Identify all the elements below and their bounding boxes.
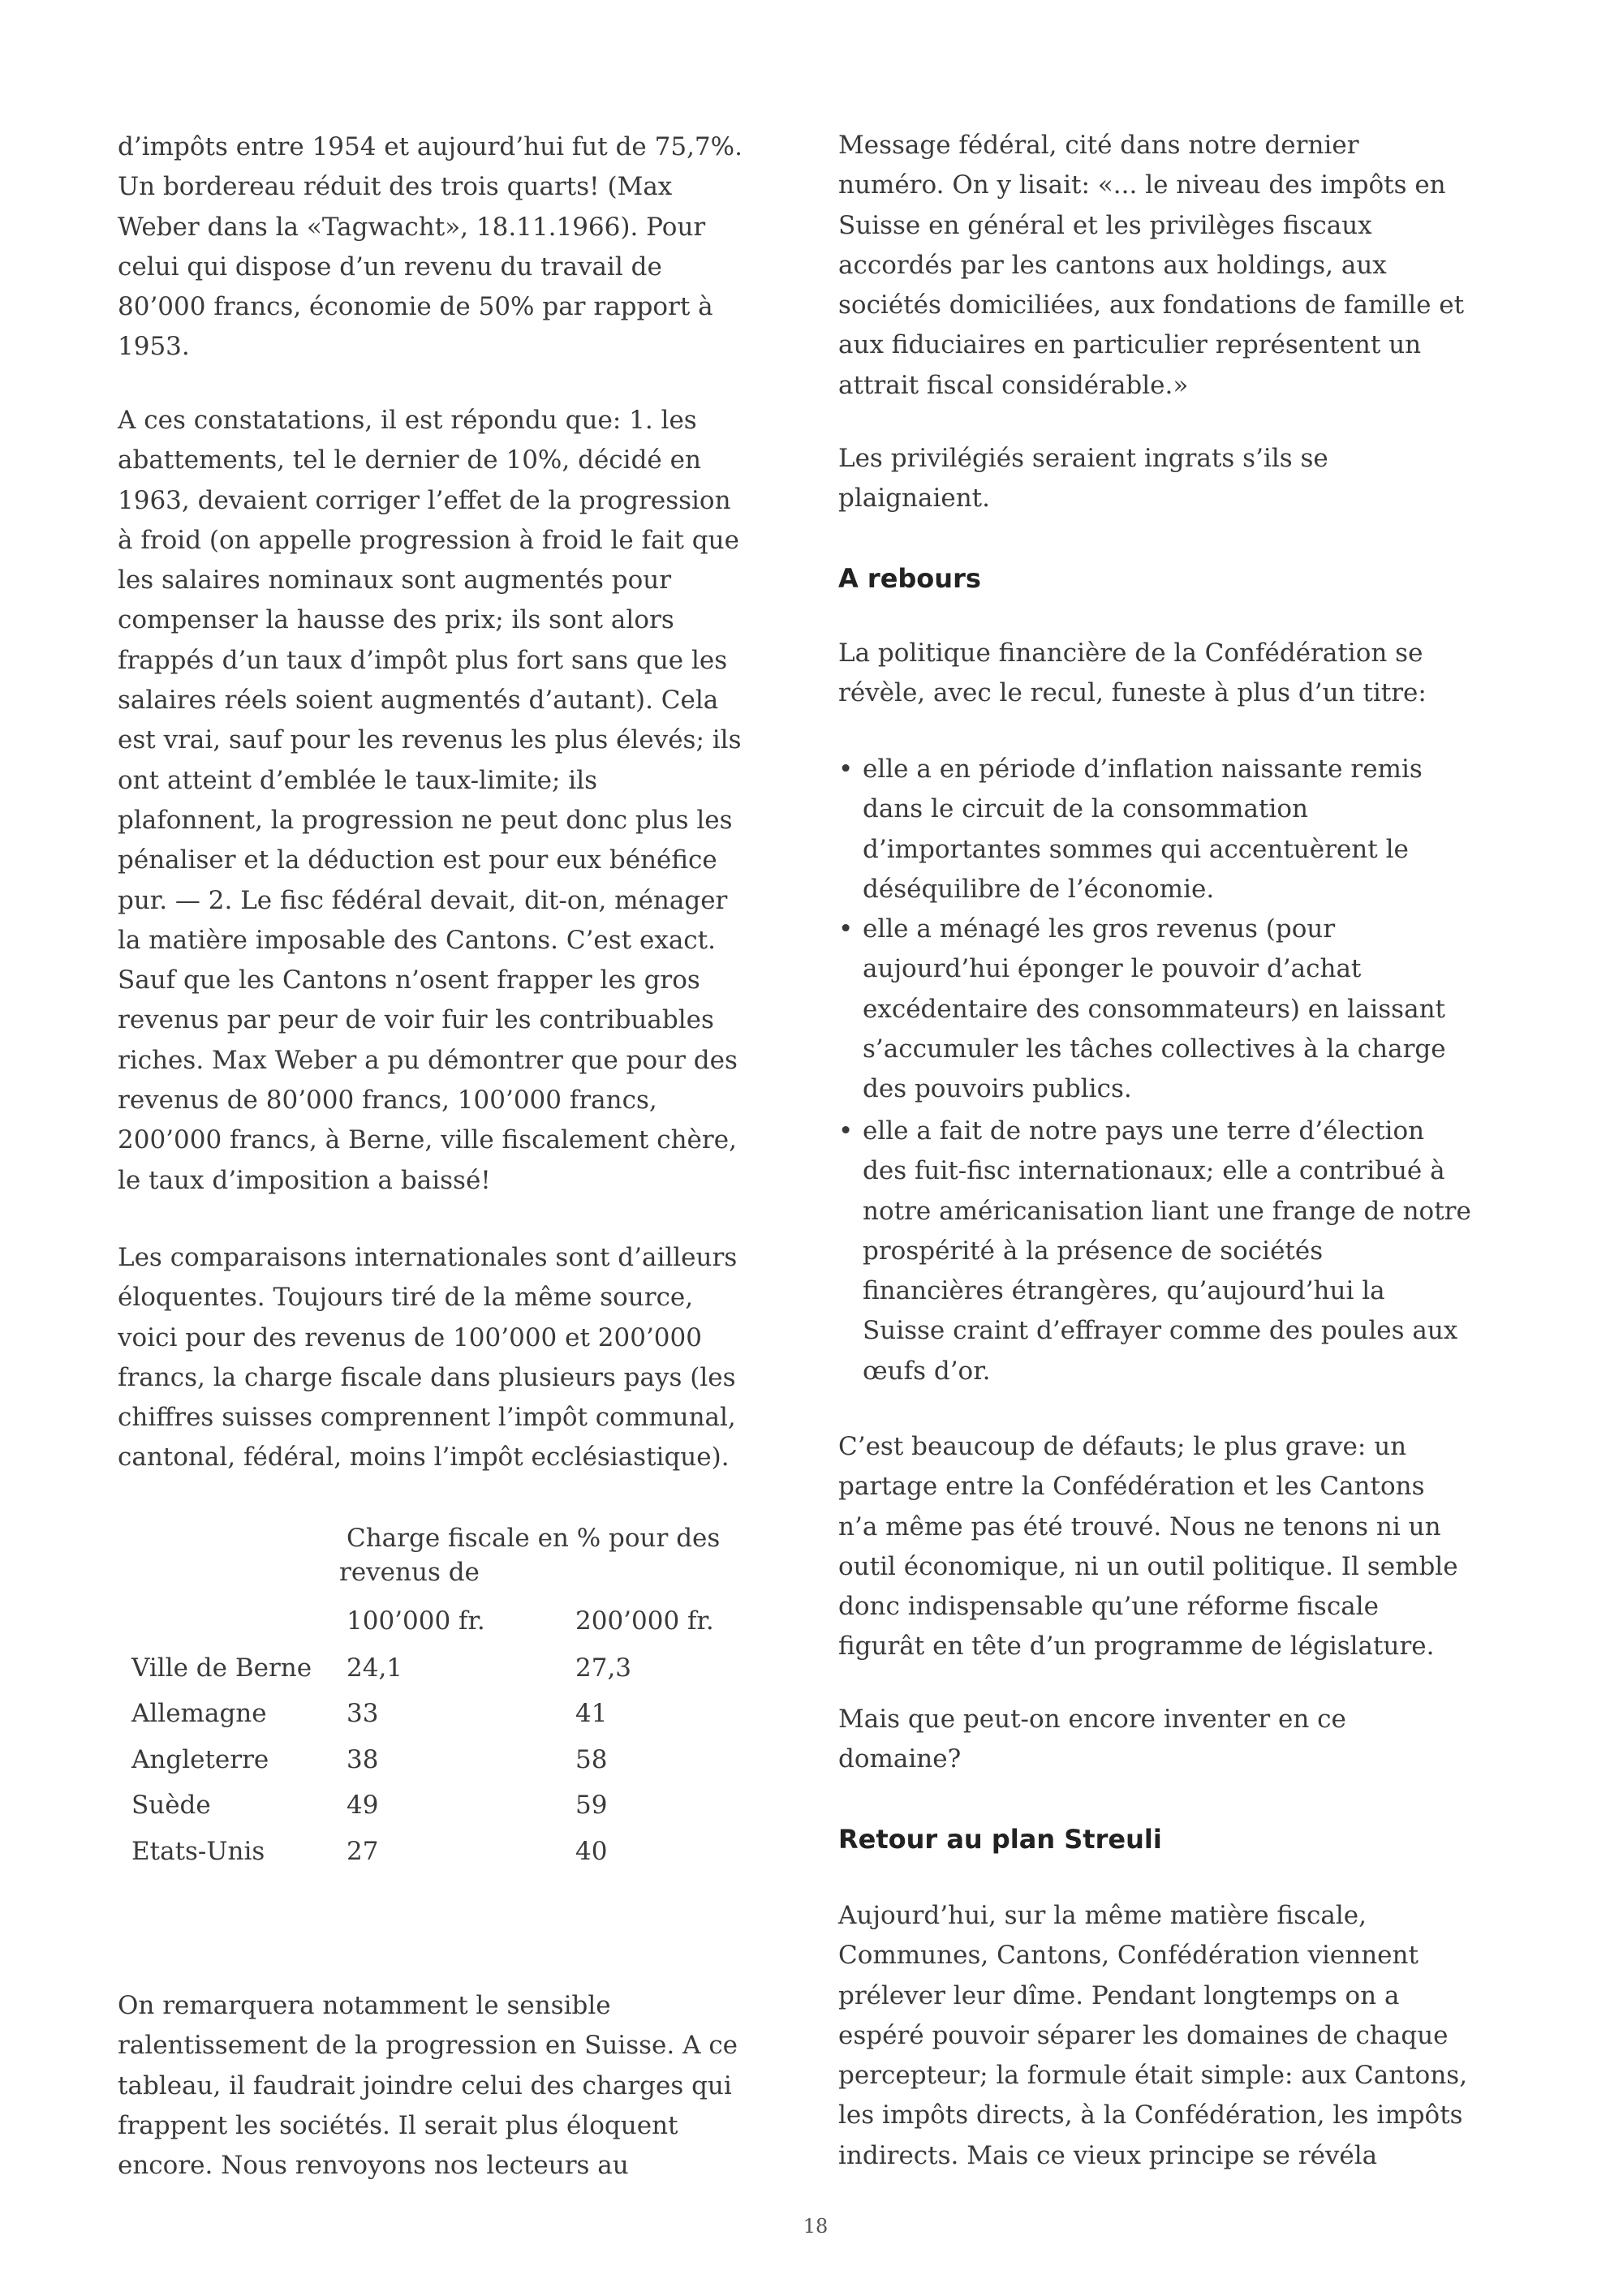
text-line: à froid (on appelle progression à froid le fait que bbox=[118, 525, 739, 555]
text-line: frappés d’un taux d’impôt plus fort sans que les bbox=[118, 645, 728, 675]
text-line: aujourd’hui éponger le pouvoir d’achat bbox=[863, 954, 1362, 984]
text-line: celui qui dispose d’un revenu du travail de bbox=[118, 252, 662, 282]
column-header: 200’000 fr. bbox=[575, 1606, 714, 1636]
text-line: d’importantes sommes qui accentuèrent le bbox=[863, 834, 1409, 864]
table-cell: 24,1 bbox=[347, 1653, 403, 1683]
text-line: revenus de 80’000 francs, 100’000 francs, bbox=[118, 1086, 657, 1116]
table-cell: 33 bbox=[347, 1699, 379, 1729]
text-line: Weber dans la «Tagwacht», 18.11.1966). Pour bbox=[118, 212, 706, 242]
table-cell: 59 bbox=[575, 1791, 608, 1821]
bullet-item bbox=[838, 909, 1446, 1109]
section-heading: Retour au plan Streuli bbox=[838, 1824, 1162, 1855]
page-number: 18 bbox=[803, 2215, 829, 2238]
row-label: Angleterre bbox=[131, 1744, 269, 1774]
text-line: Sauf que les Cantons n’osent frapper les gros bbox=[118, 965, 700, 995]
text-line: ralentissement de la progression en Suisse. A ce bbox=[118, 2031, 738, 2061]
paragraph bbox=[838, 1427, 1458, 1667]
bullet-text bbox=[863, 750, 1423, 909]
text-line: aux fiduciaires en particulier représentent un bbox=[838, 330, 1422, 360]
text-line: elle a ménagé les gros revenus (pour bbox=[863, 914, 1336, 944]
text-line: prospérité à la présence de sociétés bbox=[863, 1236, 1324, 1266]
text-line: chiffres suisses comprennent l’impôt communal, bbox=[118, 1403, 736, 1433]
text-line: numéro. On y lisait: «... le niveau des impôts en bbox=[838, 170, 1446, 200]
text-line: Les comparaisons internationales sont d’ailleurs bbox=[118, 1243, 738, 1272]
text-line: notre américanisation liant une frange de notre bbox=[863, 1196, 1471, 1226]
row-label: Ville de Berne bbox=[131, 1653, 312, 1683]
text-line: cantonal, fédéral, moins l’impôt ecclésiastique). bbox=[118, 1443, 730, 1473]
text-line: Les privilégiés seraient ingrats s’ils se bbox=[838, 444, 1328, 473]
text-line: des fuit-fisc internationaux; elle a contribué à bbox=[863, 1156, 1445, 1186]
table-caption: Charge fiscale en % pour des bbox=[347, 1524, 721, 1553]
table-cell: 49 bbox=[347, 1791, 379, 1821]
text-line: compenser la hausse des prix; ils sont alors bbox=[118, 605, 674, 635]
text-line: pénaliser et la déduction est pour eux bénéfice bbox=[118, 845, 717, 875]
text-line: n’a même pas été trouvé. Nous ne tenons ni un bbox=[838, 1511, 1441, 1541]
text-line: sociétés domiciliées, aux fondations de famille et bbox=[838, 290, 1465, 320]
bullet-item bbox=[838, 1111, 1471, 1391]
row-label: Allemagne bbox=[131, 1699, 267, 1729]
bullet-icon: • bbox=[838, 914, 854, 944]
bullet-icon: • bbox=[838, 1116, 854, 1146]
text-line: espéré pouvoir séparer les domaines de chaque bbox=[838, 2020, 1449, 2050]
text-line: déséquilibre de l’économie. bbox=[863, 874, 1215, 904]
text-line: A ces constatations, il est répondu que: 1. les bbox=[118, 406, 697, 435]
text-line: prélever leur dîme. Pendant longtemps on a bbox=[838, 1980, 1400, 2010]
text-line: frappent les sociétés. Il serait plus éloquent bbox=[118, 2110, 678, 2140]
text-line: elle a fait de notre pays une terre d’élection bbox=[863, 1116, 1425, 1146]
paragraph bbox=[838, 1896, 1467, 2176]
text-line: accordés par les cantons aux holdings, aux bbox=[838, 250, 1387, 280]
text-line: Suisse craint d’effrayer comme des poules aux bbox=[863, 1316, 1458, 1346]
text-line: Mais que peut-on encore inventer en ce bbox=[838, 1705, 1346, 1734]
text-line: La politique financière de la Confédération se bbox=[838, 638, 1423, 668]
text-line: Message fédéral, cité dans notre dernier bbox=[838, 131, 1359, 160]
text-line: attrait fiscal considérable.» bbox=[838, 370, 1189, 400]
paragraph bbox=[118, 1986, 738, 2186]
text-line: tableau, il faudrait joindre celui des charges qui bbox=[118, 2070, 732, 2100]
text-line: ont atteint d’emblée le taux-limite; ils bbox=[118, 765, 598, 795]
text-line: riches. Max Weber a pu démontrer que pour des bbox=[118, 1045, 738, 1075]
text-line: dans le circuit de la consommation bbox=[863, 794, 1308, 824]
text-line: donc indispensable qu’une réforme fiscale bbox=[838, 1592, 1379, 1622]
text-line: Communes, Cantons, Confédération viennent bbox=[838, 1941, 1419, 1971]
text-line: 1953. bbox=[118, 332, 190, 362]
text-line: Aujourd’hui, sur la même matière fiscale, bbox=[838, 1901, 1367, 1930]
text-line: partage entre la Confédération et les Cantons bbox=[838, 1472, 1425, 1502]
text-line: 1963, devaient corriger l’effet de la progression bbox=[118, 485, 731, 515]
column-header: 100’000 fr. bbox=[347, 1606, 485, 1636]
text-line: elle a en période d’inflation naissante remis bbox=[863, 755, 1423, 784]
text-line: salaires réels soient augmentés d’autant). Cela bbox=[118, 686, 719, 716]
text-line: des pouvoirs publics. bbox=[863, 1074, 1132, 1104]
text-line: d’impôts entre 1954 et aujourd’hui fut de 75,7%. bbox=[118, 132, 743, 161]
text-line: C’est beaucoup de défauts; le plus grave: un bbox=[838, 1432, 1407, 1461]
text-line: les impôts directs, à la Confédération, les impôts bbox=[838, 2100, 1463, 2130]
text-line: le taux d’imposition a baissé! bbox=[118, 1165, 491, 1195]
text-line: la matière imposable des Cantons. C’est exact. bbox=[118, 925, 716, 955]
table-cell: 58 bbox=[575, 1744, 608, 1774]
table-cell: 38 bbox=[347, 1744, 379, 1774]
bullet-text bbox=[863, 1111, 1471, 1391]
text-line: Un bordereau réduit des trois quarts! (Max bbox=[118, 172, 673, 202]
text-line: pur. — 2. Le fisc fédéral devait, dit-on, ménager bbox=[118, 885, 728, 915]
table-cell: 41 bbox=[575, 1699, 608, 1729]
paragraph bbox=[838, 126, 1464, 406]
text-line: plafonnent, la progression ne peut donc plus les bbox=[118, 805, 733, 835]
row-label: Etats-Unis bbox=[131, 1836, 265, 1866]
table-cell: 27,3 bbox=[575, 1653, 632, 1683]
text-line: Suisse en général et les privilèges fiscaux bbox=[838, 210, 1372, 240]
text-line: francs, la charge fiscale dans plusieurs pays (les bbox=[118, 1362, 736, 1392]
text-line: voici pour des revenus de 100’000 et 200’000 bbox=[118, 1322, 702, 1352]
section-heading: A rebours bbox=[838, 563, 981, 594]
text-line: est vrai, sauf pour les revenus les plus élevés; ils bbox=[118, 725, 742, 755]
text-line: abattements, tel le dernier de 10%, décidé en bbox=[118, 445, 701, 475]
text-line: révèle, avec le recul, funeste à plus d’un titre: bbox=[838, 678, 1427, 708]
text-line: œufs d’or. bbox=[863, 1356, 991, 1386]
table-caption: revenus de bbox=[339, 1558, 480, 1587]
text-line: éloquentes. Toujours tiré de la même source, bbox=[118, 1283, 694, 1313]
paragraph bbox=[118, 401, 742, 1201]
table-cell: 27 bbox=[347, 1836, 379, 1866]
paragraph bbox=[118, 1238, 737, 1478]
paragraph bbox=[838, 1700, 1346, 1780]
bullet-item bbox=[838, 750, 1423, 909]
text-line: revenus par peur de voir fuir les contribuables bbox=[118, 1005, 714, 1035]
text-line: domaine? bbox=[838, 1744, 962, 1774]
bullet-icon: • bbox=[838, 755, 854, 784]
text-line: 80’000 francs, économie de 50% par rapport à bbox=[118, 292, 713, 322]
text-line: encore. Nous renvoyons nos lecteurs au bbox=[118, 2151, 629, 2181]
paragraph bbox=[118, 127, 743, 368]
text-line: plaignaient. bbox=[838, 484, 990, 514]
paragraph bbox=[838, 634, 1427, 714]
text-line: figurât en tête d’un programme de législature. bbox=[838, 1632, 1435, 1662]
text-line: percepteur; la formule était simple: aux Cantons, bbox=[838, 2061, 1468, 2091]
table-cell: 40 bbox=[575, 1836, 608, 1866]
text-line: excédentaire des consommateurs) en laissant bbox=[863, 994, 1445, 1024]
text-line: outil économique, ni un outil politique. Il semble bbox=[838, 1551, 1458, 1581]
text-line: s’accumuler les tâches collectives à la charge bbox=[863, 1034, 1446, 1064]
paragraph bbox=[838, 439, 1328, 519]
text-line: indirects. Mais ce vieux principe se révéla bbox=[838, 2140, 1378, 2170]
text-line: les salaires nominaux sont augmentés pour bbox=[118, 565, 672, 595]
bullet-text bbox=[863, 909, 1446, 1109]
row-label: Suède bbox=[131, 1791, 211, 1821]
text-line: financières étrangères, qu’aujourd’hui la bbox=[863, 1276, 1385, 1306]
text-line: 200’000 francs, à Berne, ville fiscalement chère, bbox=[118, 1125, 737, 1155]
text-line: On remarquera notamment le sensible bbox=[118, 1991, 611, 2020]
